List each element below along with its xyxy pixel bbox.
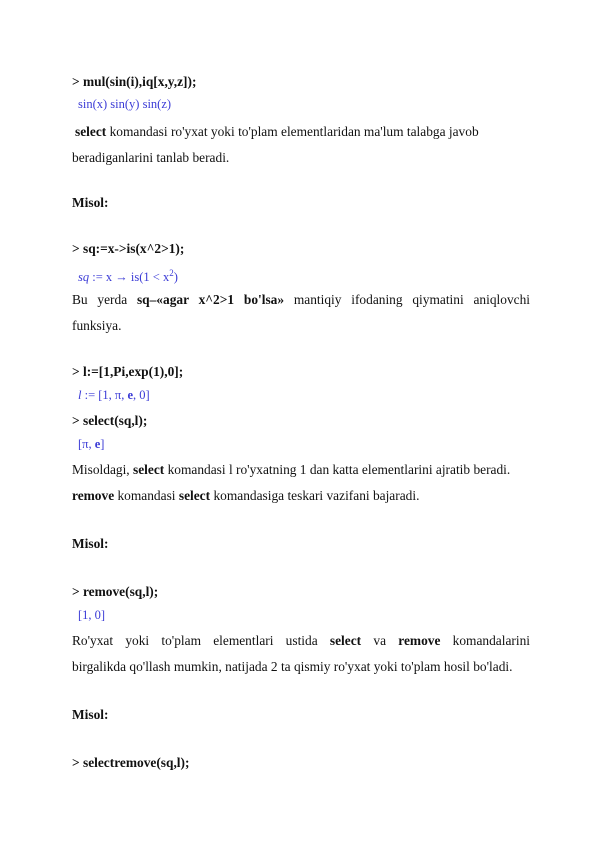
heading-misol-1: Misol: [72,195,109,210]
keyword-select: select [75,124,107,139]
maple-output-mul: sin(x) sin(y) sin(z) [78,97,172,111]
maple-output-remove: [1, 0] [78,608,106,622]
paragraph-select-line2: beradiganlarini tanlab beradi. [72,150,230,165]
maple-command-select: > select(sq,l); [72,413,148,428]
maple-command-selectremove: > selectremove(sq,l); [72,755,190,770]
paragraph-royxat-line1: Ro'yxat yoki to'plam elementlari ustida select va remove komandalarini [72,633,530,648]
paragraph-royxat-line2: birgalikda qo'llash mumkin, natijada 2 ta qismiy ro'yxat yoki to'plam hosil bo'ladi. [72,659,513,674]
heading-misol-2: Misol: [72,536,109,551]
paragraph-sq-line2: funksiya. [72,318,122,333]
paragraph-select-line1: select komandasi ro'yxat yoki to'plam elementlaridan ma'lum talabga javob [75,124,479,139]
paragraph-misoldagi-line1: Misoldagi, select komandasi l ro'yxatning 1 dan katta elementlarini ajratib beradi. [72,462,511,477]
maple-output-select: [π, e] [78,437,105,451]
maple-command-remove: > remove(sq,l); [72,584,159,599]
paragraph-sq-line1: Bu yerda sq–«agar x^2>1 bo'lsa» mantiqiy ifodaning qiymatini aniqlovchi [72,292,531,307]
maple-command-sq: > sq:=x->is(x^2>1); [72,241,185,256]
paragraph-misoldagi-line2: remove komandasi select komandasiga teskari vazifani bajaradi. [72,488,420,503]
maple-output-sq: sq := $x \to is(1 < x^2)$ [78,268,178,285]
heading-misol-3: Misol: [72,707,109,722]
maple-command-mul: > mul(sin(i),iq[x,y,z]); [72,74,197,89]
maple-command-l: > l:=[1,Pi,exp(1),0]; [72,364,184,379]
maple-output-l: l := [1, π, e, 0] [78,388,150,402]
